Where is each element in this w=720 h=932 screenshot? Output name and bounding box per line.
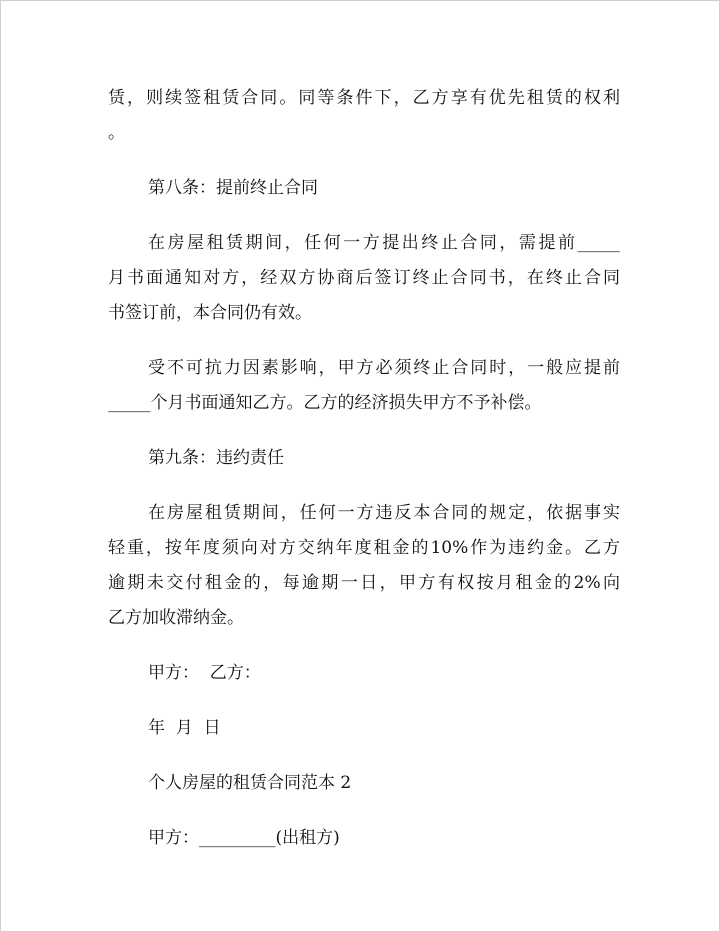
text-line: 受不可抗力因素影响，甲方必须终止合同时，一般应提前	[148, 358, 620, 378]
text-line: 逾期未交付租金的，每逾期一日，甲方有权按月租金的2%向	[108, 573, 620, 593]
heading-line: 第八条：提前终止合同	[148, 178, 318, 198]
text-line: 在房屋租赁期间，任何一方违反本合同的规定，依据事实	[148, 503, 620, 523]
text-line: 。	[108, 123, 125, 143]
text-line: 乙方加收滞纳金。	[108, 608, 244, 628]
text-line: 赁，则续签租赁合同。同等条件下，乙方享有优先租赁的权利	[108, 88, 620, 108]
party-a-lessor	[108, 821, 620, 856]
paragraph-breach-liability	[108, 496, 620, 636]
signature-parties	[108, 656, 620, 691]
paragraph-early-termination	[108, 226, 620, 331]
text-line: 轻重，按年度须向对方交纳年度租金的10%作为违约金。乙方	[108, 538, 620, 558]
text-line: 甲方： 乙方：	[148, 663, 261, 683]
text-line: 在房屋租赁期间，任何一方提出终止合同，需提前_____	[148, 233, 620, 253]
document-body	[108, 81, 620, 876]
template-2-title	[108, 766, 620, 801]
article-8-heading	[108, 171, 620, 206]
text-line: 年 月 日	[148, 718, 221, 738]
paragraph-force-majeure	[108, 351, 620, 421]
text-line: 月书面通知对方，经双方协商后签订终止合同书，在终止合同	[108, 268, 620, 288]
text-line: _____个月书面通知乙方。乙方的经济损失甲方不予补偿。	[108, 393, 542, 413]
heading-line: 第九条：违约责任	[148, 448, 284, 468]
text-line: 甲方：_________(出租方)	[148, 828, 340, 848]
article-9-heading	[108, 441, 620, 476]
heading-line: 个人房屋的租赁合同范本 2	[148, 773, 352, 793]
paragraph-lease-renewal	[108, 81, 620, 151]
text-line: 书签订前，本合同仍有效。	[108, 303, 312, 323]
signature-date	[108, 711, 620, 746]
